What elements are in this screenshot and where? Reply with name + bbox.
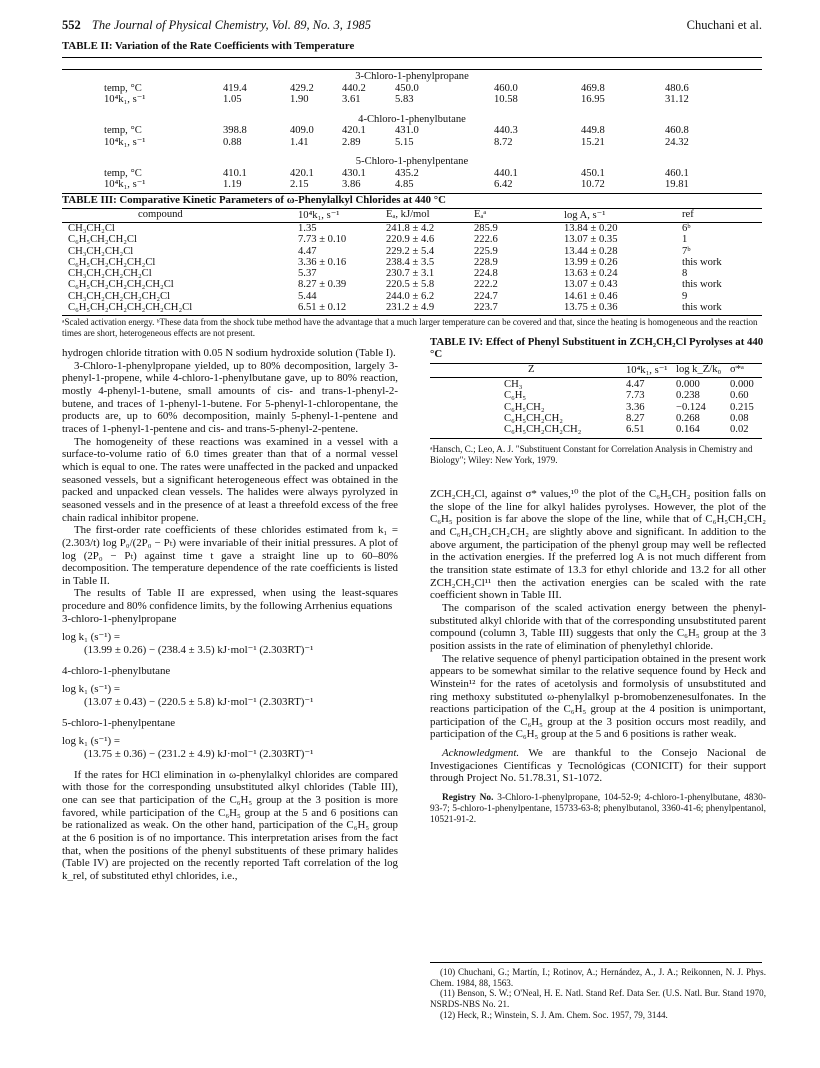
equation-lhs: log k₁ (s⁻¹) = (62, 735, 120, 748)
table4-bottom-rule (430, 438, 762, 439)
cell: 435.2 (395, 167, 419, 179)
table3 (62, 209, 762, 220)
table-cell: CH₃CH₂CH₂Cl (68, 245, 134, 257)
table4-caption: TABLE IV: Effect of Phenyl Substituent in ZCH₂CH₂Cl Pyrolyses at 440 °C (430, 336, 764, 360)
cell: 0.88 (223, 136, 242, 148)
table-cell: 6.51 ± 0.12 (298, 302, 347, 314)
table-cell: 14.61 ± 0.46 (564, 290, 618, 302)
table-cell: this work (682, 256, 722, 268)
table2-temp-row (62, 83, 762, 95)
table-cell: 0.164 (676, 424, 700, 436)
cell: 1.19 (223, 179, 242, 190)
reference: (12) Heck, R.; Winstein, S. J. Am. Chem. Soc. 1957, 79, 3144. (440, 1009, 668, 1020)
table-cell: 238.4 ± 3.5 (386, 256, 435, 268)
journal-title: The Journal of Physical Chemistry, Vol. 89, No. 3, 1985 (91, 18, 372, 32)
column-header: 10⁴k₁, s⁻¹ (298, 210, 340, 221)
table-cell: 1.35 (298, 223, 317, 234)
cell: 410.1 (223, 167, 247, 179)
table-row (62, 257, 762, 268)
paragraph: ZCH₂CH₂Cl, against σ* values,¹⁰ the plot of the C₆H₅CH₂ position falls on the slope of the line for alkyl halides pyrolyses. However, the plot of the C₆H₅ position is far above the slope of the line, while that of C₆H₅CH₂CH₂ and C₆H₅CH₂CH₂CH₂ are slightly above and significant. In addition to the above argument, the participation of the phenyl group may well be reflected in the activation energies. If the preferred log A is not much different from the transition state estimate of 13.3 for ethyl chloride and 13.2 for all other ZCH₂CH₂Cl¹¹ then the activation energies can be scaled with the rate coefficient shown in Table III. (430, 488, 766, 602)
cell: 460.1 (665, 167, 689, 179)
table-cell: C₆H₅CH₂CH₂CH₂CH₂CH₂Cl (68, 302, 193, 314)
table-cell: C₆H₅CH₂CH₂CH₂ (504, 424, 582, 436)
table2-caption: TABLE II: Variation of the Rate Coefficients with Temperature (62, 40, 355, 52)
table2-section-title: 5-Chloro-1-phenylpentane (355, 156, 469, 167)
table-cell: C₆H₅CH₂CH₂Cl (68, 234, 137, 246)
cell: 430.1 (342, 167, 366, 179)
table-cell: 13.75 ± 0.36 (564, 302, 618, 314)
table-cell: 0.000 (676, 379, 700, 390)
cell: 16.95 (581, 94, 605, 105)
table-cell: 7ᵇ (682, 245, 691, 257)
table-cell: 7.73 ± 0.10 (298, 234, 347, 246)
registry-label: Registry No. (442, 793, 494, 804)
column-header: log A, s⁻¹ (564, 210, 606, 221)
table-cell: 0.000 (730, 379, 754, 390)
table-cell: CH₃ (504, 379, 523, 390)
column-header: Z (528, 364, 535, 375)
compound-name: 3-chloro-1-phenylpropane (62, 612, 177, 625)
table-cell: 0.268 (676, 412, 700, 424)
table-cell: 231.2 ± 4.9 (386, 302, 435, 314)
table-cell: 220.5 ± 5.8 (386, 279, 435, 291)
table2-section-2 (62, 114, 762, 149)
table-cell: −0.124 (676, 401, 706, 413)
table2-section-3 (62, 156, 762, 191)
table-row (430, 379, 762, 390)
acknowledgment (430, 747, 766, 785)
table-cell: 0.215 (730, 401, 754, 413)
registry-numbers (430, 793, 766, 826)
paragraph: 3-Chloro-1-phenylpropane yielded, up to 80% decomposition, largely 3-phenyl-1-propene, while 4-chloro-1-phenylbutane gave, up to 80% reaction, mostly 4-phenyl-1-butene, small amounts of cis- and trans-1-phenyl-2-butene, and traces of 1-phenyl-1-butene. For 5-phenyl-1-chloropentane, the products are, up to 60% decomposition, mainly 5-phenyl-1-pentene and traces of 1-phenyl-1-pentene and cis- and trans-5-phenyl-2-pentene. (62, 359, 398, 435)
cell: 449.8 (581, 125, 605, 136)
table-cell: 8.27 ± 0.39 (298, 279, 347, 291)
table-cell: 6.51 (626, 424, 645, 436)
paragraph: The results of Table II are expressed, when using the least-squares procedure and 80% confidence limits, by the following Arrhenius equations (62, 587, 398, 613)
table-cell: 13.84 ± 0.20 (564, 223, 618, 234)
table2-section-title: 3-Chloro-1-phenylpropane (355, 71, 469, 82)
acknowledgment-label: Acknowledgment. (442, 747, 520, 760)
cell: 6.42 (494, 179, 513, 190)
table2-temp-row (62, 125, 762, 137)
table-row (430, 402, 762, 413)
row-label: 10⁴k₁, s⁻¹ (104, 136, 146, 148)
table-cell: C₆H₅CH₂CH₂ (504, 412, 563, 424)
cell: 409.0 (290, 125, 314, 136)
column-header: 10⁴k₁, s⁻¹ (626, 365, 668, 376)
table-cell: 13.07 ± 0.35 (564, 234, 618, 246)
table2-section-title: 4-Chloro-1-phenylbutane (358, 113, 466, 125)
cell: 4.85 (395, 179, 414, 190)
table4 (430, 364, 762, 375)
table-cell: 220.9 ± 4.6 (386, 234, 435, 246)
table-row (62, 246, 762, 257)
table-row (430, 424, 762, 435)
row-label: temp, °C (104, 82, 142, 94)
compound-name: 5-chloro-1-phenylpentane (62, 716, 176, 729)
table-cell: 285.9 (474, 223, 498, 234)
table-cell: C₆H₅CH₂CH₂CH₂CH₂Cl (68, 279, 174, 291)
table-cell: 241.8 ± 4.2 (386, 223, 435, 234)
table-cell: 0.02 (730, 424, 749, 436)
cell: 460.0 (494, 82, 518, 94)
table4-header-row (430, 364, 762, 375)
row-label: 10⁴k₁, s⁻¹ (104, 94, 146, 105)
cell: 8.72 (494, 136, 513, 148)
table-cell: 4.47 (626, 379, 645, 390)
equation-lhs: log k₁ (s⁻¹) = (62, 631, 120, 644)
table2-header-rule (62, 69, 762, 70)
table-cell: 8 (682, 268, 688, 280)
cell: 420.1 (342, 125, 366, 136)
table-cell: 5.44 (298, 290, 317, 302)
table-cell: 3.36 (626, 401, 645, 413)
equation: (13.99 ± 0.26) − (238.4 ± 3.5) kJ·mol⁻¹ (2.303RT)⁻¹ (84, 644, 314, 657)
references-rule (430, 962, 762, 963)
table-cell: CH₃CH₂CH₂CH₂Cl (68, 268, 152, 280)
cell: 440.2 (342, 82, 366, 94)
table2-temp-row (62, 168, 762, 180)
table-cell: 7.73 (626, 390, 645, 402)
cell: 24.32 (665, 136, 689, 148)
row-label: temp, °C (104, 125, 142, 136)
cell: 31.12 (665, 94, 689, 105)
cell: 3.86 (342, 179, 361, 190)
authors: Chuchani et al. (686, 18, 762, 32)
cell: 10.58 (494, 94, 518, 105)
cell: 398.8 (223, 125, 247, 136)
running-header (62, 18, 762, 33)
right-column (430, 488, 766, 826)
table-row (62, 268, 762, 279)
cell: 1.90 (290, 94, 309, 105)
cell: 15.21 (581, 136, 605, 148)
acknowledgment-text: We are thankful to the Consejo Nacional de Investigaciones Científicas y Tecnológicas (CONICIT) for their support through Project No. 51.78.31, S1-1072. (430, 747, 766, 785)
table3-footnote: ᵃScaled activation energy. ᵇThese data from the shock tube method have the advantage that a much larger temperature can be covered and that, since the heating is homogeneous and the reaction times are short, heterogeneous effects are not present. (62, 317, 758, 338)
table-cell: 13.99 ± 0.26 (564, 256, 618, 268)
table-cell: 9 (682, 290, 688, 302)
table-cell: 13.07 ± 0.43 (564, 279, 618, 291)
table-row (62, 234, 762, 245)
paragraph: The relative sequence of phenyl participation obtained in the present work appears to be somewhat similar to the relative sequence found by Heck and Winstein¹² for the rates of acetolysis and formolysis of unsubstituted and ring methoxy substituted ω-phenylalkyl p-bromobenzenesulfonates. In the reactions participation of the C₆H₅ group at the 4 position is unimportant, participation of the C₆H₅ group at the 3 position occurs most readily, and participation of the C₆H₅ group at the 5 and 6 positions is rather weak. (430, 652, 766, 741)
table-cell: C₆H₅ (504, 390, 527, 402)
table-row (430, 413, 762, 424)
table4-header-rule (430, 377, 762, 378)
table-cell: this work (682, 302, 722, 314)
row-label: temp, °C (104, 167, 142, 179)
cell: 5.83 (395, 94, 414, 105)
cell: 440.1 (494, 167, 518, 179)
cell: 431.0 (395, 125, 419, 136)
table-cell: 4.47 (298, 245, 317, 257)
table-cell: 5.37 (298, 268, 317, 280)
table-cell: 3.36 ± 0.16 (298, 256, 347, 268)
table-cell: 224.8 (474, 268, 498, 280)
cell: 2.89 (342, 136, 361, 148)
table-cell: 223.7 (474, 302, 498, 314)
column-header: Eₐᵃ (474, 209, 487, 220)
table-cell: 228.9 (474, 256, 498, 268)
column-header: ref (682, 209, 694, 220)
page-number: 552 (62, 18, 81, 32)
paragraph: The first-order rate coefficients of these chlorides estimated from k₁ = (2.303/t) log P₀/(2P₀ − Pₜ) were invariable of their initial pressures. A plot of log (2P₀ − Pₜ) against time t gave a straight line up to 60–80% decomposition. The temperature dependence of the rate coefficients is listed in Table II. (62, 524, 398, 587)
table-row (62, 291, 762, 302)
cell: 480.6 (665, 82, 689, 94)
table-cell: 1 (682, 234, 688, 246)
table-cell: 229.2 ± 5.4 (386, 245, 435, 257)
cell: 460.8 (665, 125, 689, 136)
paragraph: The comparison of the scaled activation energy between the phenyl-substituted alkyl chloride with that of the corresponding unsubstituted parent compound (column 3, Table III) suggests that only the C₆H₅ group at the 3 position assists in the rate of elimination of phenylethyl chloride. (430, 601, 766, 652)
paragraph: hydrogen chloride titration with 0.05 N sodium hydroxide solution (Table I). (62, 347, 396, 359)
table-row (62, 279, 762, 290)
column-header: Eₐ, kJ/mol (386, 209, 430, 220)
table-cell: 13.63 ± 0.24 (564, 268, 618, 280)
table2-section-1 (62, 71, 762, 106)
cell: 419.4 (223, 82, 247, 94)
table4-body (430, 379, 762, 435)
table3-body (62, 223, 762, 313)
equation-lhs: log k₁ (s⁻¹) = (62, 683, 120, 696)
table-cell: 0.08 (730, 412, 749, 424)
cell: 1.05 (223, 94, 242, 105)
table-row (62, 302, 762, 313)
table-cell: 244.0 ± 6.2 (386, 290, 435, 302)
table4-footnote: ᵃHansch, C.; Leo, A. J. "Substituent Constant for Correlation Analysis in Chemistry and Biology"; Wiley: New York, 1979. (430, 444, 753, 465)
table-cell: C₆H₅CH₂CH₂CH₂Cl (68, 256, 156, 268)
row-label: 10⁴k₁, s⁻¹ (104, 179, 146, 190)
cell: 10.72 (581, 179, 605, 190)
table-cell: 0.60 (730, 390, 749, 402)
table2-k-row (62, 94, 762, 106)
cell: 5.15 (395, 136, 414, 148)
table-cell: 0.238 (676, 390, 700, 402)
table-cell: 13.44 ± 0.28 (564, 245, 618, 257)
table-cell: CH₃CH₂Cl (68, 223, 115, 234)
compound-name: 4-chloro-1-phenylbutane (62, 664, 171, 677)
table-cell: CH₃CH₂CH₂CH₂CH₂Cl (68, 290, 171, 302)
reference: (10) Chuchani, G.; Martín, I.; Rotinov, A.; Hernández, A., J. A.; Reikonnen, N. J. Phys. Chem. 1984, 88, 1563. (430, 967, 766, 988)
table3-caption: TABLE III: Comparative Kinetic Parameters of ω-Phenylalkyl Chlorides at 440 °C (62, 194, 446, 206)
references (430, 967, 766, 1021)
column-header: compound (138, 209, 183, 220)
table2-k-row (62, 179, 762, 191)
left-column (62, 347, 398, 883)
table-cell: 224.7 (474, 290, 498, 302)
cell: 440.3 (494, 125, 518, 136)
table3-bottom-rule (62, 315, 762, 316)
column-header: σ*ᵃ (730, 364, 744, 375)
table-cell: 225.9 (474, 245, 498, 257)
cell: 19.81 (665, 179, 689, 190)
cell: 1.41 (290, 136, 309, 148)
registry-text: 3-Chloro-1-phenylpropane, 104-52-9; 4-chloro-1-phenylbutane, 4830-93-7; 5-chloro-1-phenylpentane, 15733-63-8; phenylbutanol, 3360-41-6; phenylpentanol, 10521-91-2. (430, 793, 766, 826)
cell: 469.8 (581, 82, 605, 94)
table-cell: 222.6 (474, 234, 498, 246)
table-cell: 8.27 (626, 412, 645, 424)
table2-k-row (62, 137, 762, 149)
column-header: log k_Z/k₀ (676, 364, 722, 375)
equation: (13.07 ± 0.43) − (220.5 ± 5.8) kJ·mol⁻¹ (2.303RT)⁻¹ (84, 696, 314, 709)
table2-top-rule (62, 57, 762, 58)
cell: 2.15 (290, 179, 309, 190)
table-row (62, 223, 762, 234)
table-cell: C₆H₅CH₂ (504, 401, 545, 413)
table2 (62, 71, 762, 191)
paragraph: The homogeneity of these reactions was examined in a vessel with a surface-to-volume ratio of 6.0 times greater than that of a normal vessel which is equal to one. The rates were unaffected in the packed and unpacked seasoned vessels, but a significant heterogeneous effect was obtained in the packed and unpacked clean vessels. The halides were always pyrolyzed in seasoned vessels and in the presence of at least a threefold excess of the free chain radical inhibitor propene. (62, 435, 398, 524)
equation: (13.75 ± 0.36) − (231.2 ± 4.9) kJ·mol⁻¹ (2.303RT)⁻¹ (84, 748, 314, 761)
reference: (11) Benson, S. W.; O'Neal, H. E. Natl. Stand Ref. Data Ser. (U.S. Natl. Bur. Stand 1970, NSRDS-NBS No. 21. (430, 988, 766, 1010)
cell: 420.1 (290, 167, 314, 179)
cell: 450.0 (395, 82, 419, 94)
table-cell: this work (682, 279, 722, 291)
cell: 3.61 (342, 94, 361, 105)
cell: 450.1 (581, 167, 605, 179)
table-cell: 230.7 ± 3.1 (386, 268, 435, 280)
cell: 429.2 (290, 82, 314, 94)
paragraph: If the rates for HCl elimination in ω-phenylalkyl chlorides are compared with those for the corresponding unsubstituted alkyl chlorides (Table III), one can see that participation of the C₆H₅ group at the 3 position is more favored, while participation of the C₆H₅ group at the 5 and 6 positions can be rationalized as weak. On the other hand, participation of the C₆H₅ group at the 6 position is of no importance. This interpretation arises from the fact that, when the positions of the phenyl substituents of these primary halides (Table IV) are projected on the recently reported Taft correlation of the log k_rel, of substituted ethyl chlorides, i.e., (62, 768, 398, 882)
table-row (430, 390, 762, 401)
table-cell: 222.2 (474, 279, 498, 291)
table3-header-row (62, 209, 762, 220)
table-cell: 6ᵇ (682, 223, 691, 234)
